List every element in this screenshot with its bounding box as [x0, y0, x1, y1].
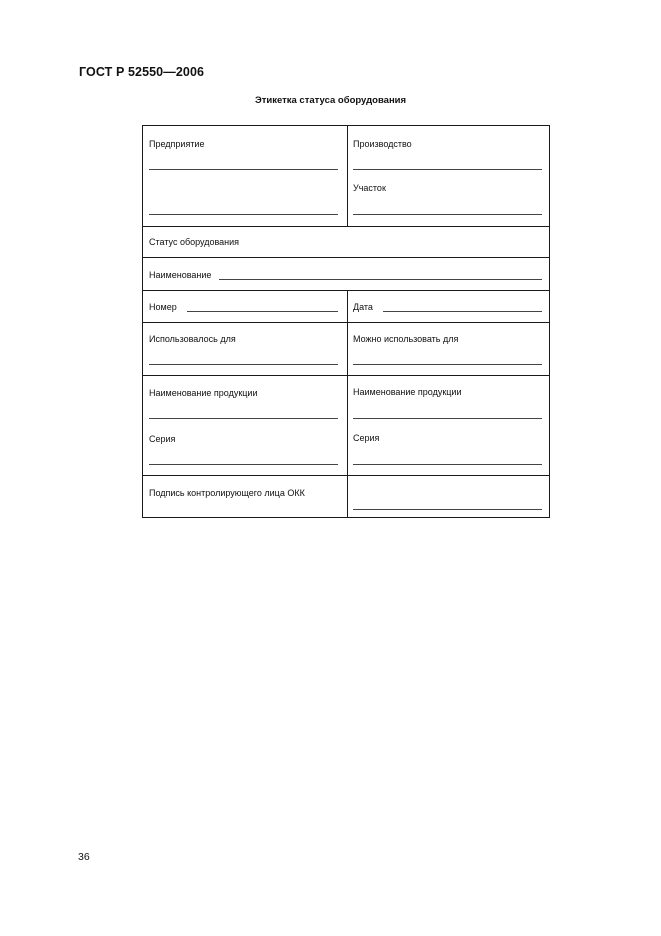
enterprise-field[interactable] — [149, 169, 338, 170]
row-divider — [143, 475, 549, 476]
row-divider — [143, 375, 549, 376]
date-field[interactable] — [383, 311, 542, 312]
label-title: Этикетка статуса оборудования — [254, 95, 407, 106]
product-name-label: Наименование продукции — [353, 387, 462, 397]
series-label: Серия — [353, 433, 380, 443]
enterprise-field-line-2[interactable] — [149, 214, 338, 215]
product-name-field[interactable] — [149, 418, 338, 419]
used-for-field[interactable] — [149, 364, 338, 365]
series-label: Серия — [149, 434, 176, 444]
production-label: Производство — [353, 139, 412, 149]
series-field[interactable] — [353, 464, 542, 465]
equipment-status-label: Статус оборудования — [149, 237, 240, 247]
column-divider — [347, 126, 348, 226]
used-for-label: Использовалось для — [149, 334, 236, 344]
name-label: Наименование — [149, 270, 212, 280]
row-divider — [143, 226, 549, 227]
row-divider — [143, 290, 549, 291]
number-label: Номер — [149, 302, 177, 312]
can-use-for-label: Можно использовать для — [353, 334, 459, 344]
product-name-label: Наименование продукции — [149, 388, 258, 398]
signature-label: Подпись контролирующего лица ОКК — [149, 488, 305, 498]
page-number: 36 — [78, 851, 90, 863]
column-divider — [347, 290, 348, 518]
date-label: Дата — [353, 302, 373, 312]
equipment-status-label-form — [142, 125, 550, 518]
product-name-field[interactable] — [353, 418, 542, 419]
can-use-for-field[interactable] — [353, 364, 542, 365]
production-field[interactable] — [353, 169, 542, 170]
area-field[interactable] — [353, 214, 542, 215]
signature-field[interactable] — [353, 509, 542, 510]
series-field[interactable] — [149, 464, 338, 465]
enterprise-label: Предприятие — [149, 139, 205, 149]
area-label: Участок — [353, 183, 386, 193]
number-field[interactable] — [187, 311, 338, 312]
name-field[interactable] — [219, 279, 542, 280]
document-header: ГОСТ Р 52550—2006 — [79, 65, 205, 79]
row-divider — [143, 322, 549, 323]
row-divider — [143, 257, 549, 258]
